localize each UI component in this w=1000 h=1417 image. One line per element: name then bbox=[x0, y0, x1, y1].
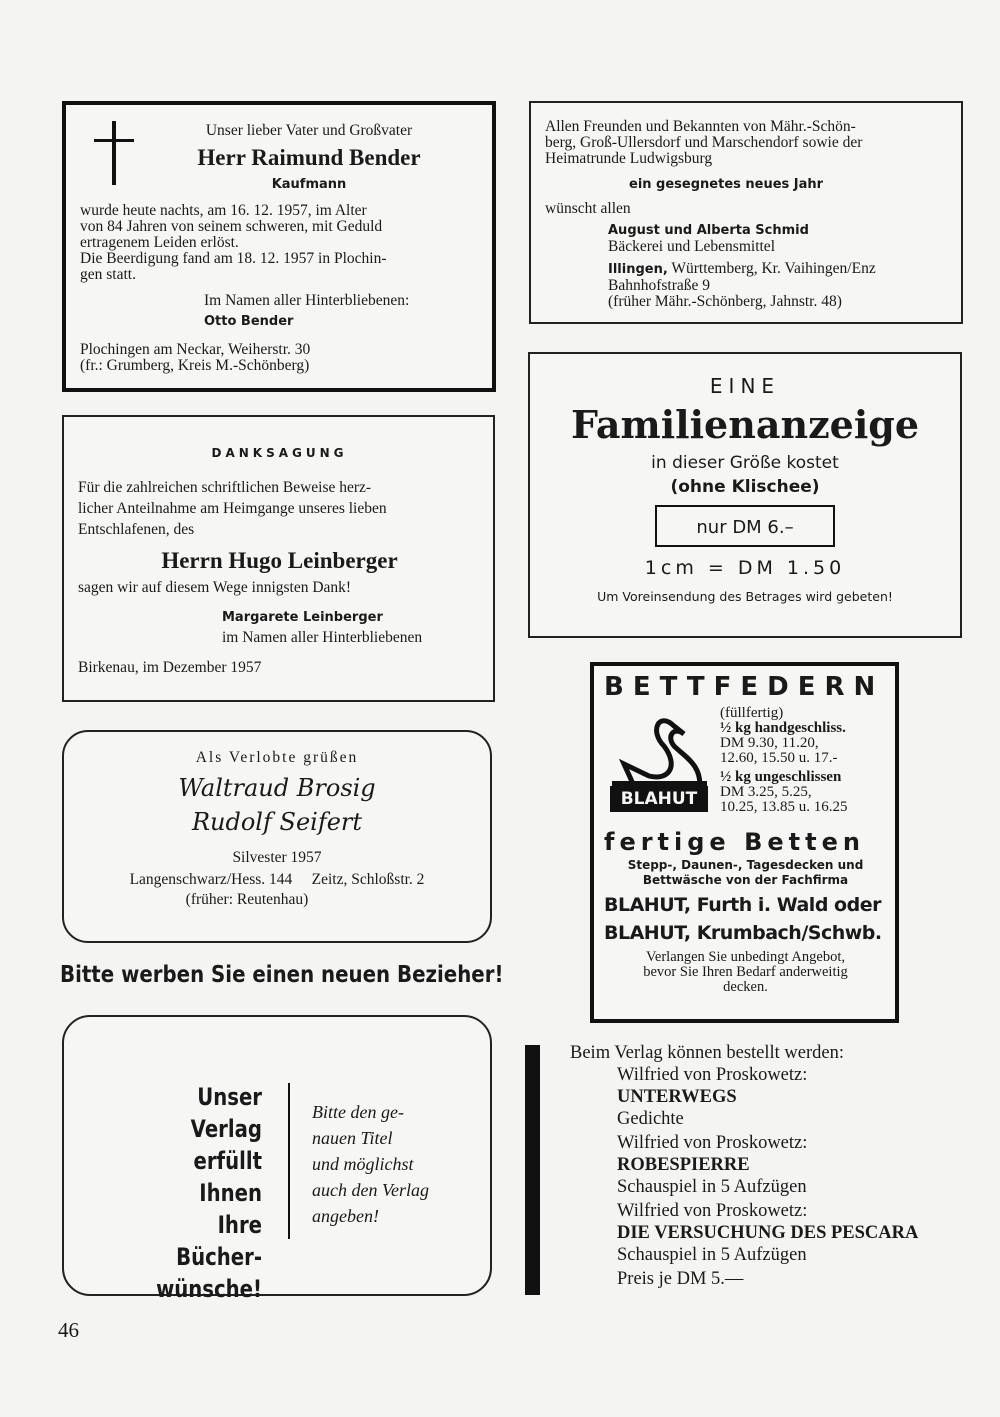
instruction-line: angeben! bbox=[312, 1206, 379, 1226]
slogan-line: erfüllt Ihnen bbox=[193, 1147, 262, 1207]
rate: 1cm = DM 1.50 bbox=[644, 557, 846, 579]
address-line: Plochingen am Neckar, Weiherstr. 30 bbox=[80, 341, 311, 358]
ad-title: Familienanzeige bbox=[570, 402, 920, 447]
body-line: Die Beerdigung fand am 18. 12. 1957 in Plochin- bbox=[80, 250, 387, 267]
closing-line: decken. bbox=[723, 979, 768, 995]
address-left: Langenschwarz/Hess. 144 bbox=[129, 871, 293, 888]
slogan-line: Unser Verlag bbox=[190, 1083, 262, 1143]
book-author: Wilfried von Proskowetz: bbox=[617, 1065, 808, 1085]
behalf-line: im Namen aller Hinterbliebenen bbox=[222, 629, 423, 646]
price-line: 10.25, 13.85 u. 16.25 bbox=[720, 799, 848, 815]
publisher-ad bbox=[62, 1015, 492, 1303]
address-line: Württemberg, Kr. Vaihingen/Enz bbox=[671, 260, 876, 277]
recruit-heading: Bitte werben Sie einen neuen Bezieher! bbox=[60, 962, 504, 988]
intro-line: berg, Groß-Ullersdorf und Marschendorf sowie der bbox=[545, 134, 863, 151]
book-desc: Gedichte bbox=[617, 1109, 684, 1129]
ad-title: BETTFEDERN bbox=[604, 672, 885, 702]
price-line: ½ kg ungeschlissen bbox=[720, 769, 842, 785]
signer: Otto Bender bbox=[204, 314, 294, 329]
deceased-name: Herr Raimund Bender bbox=[197, 145, 421, 170]
place-date: Birkenau, im Dezember 1957 bbox=[78, 659, 262, 676]
instruction-line: Bitte den ge- bbox=[312, 1102, 404, 1122]
price-line: DM 3.25, 5.25, bbox=[720, 784, 812, 800]
divider bbox=[288, 1083, 290, 1239]
address-line: (früher Mähr.-Schönberg, Jahnstr. 48) bbox=[608, 293, 842, 310]
closing-line: Verlangen Sie unbedingt Angebot, bbox=[646, 949, 845, 965]
body-line: Für die zahlreichen schriftlichen Beweise herz- bbox=[78, 479, 372, 496]
price: nur DM 6.– bbox=[696, 517, 794, 538]
fiancee-name: Waltraud Brosig bbox=[178, 774, 376, 802]
sender-names: August und Alberta Schmid bbox=[608, 223, 809, 238]
body-line: licher Anteilnahme am Heimgange unseres lieben bbox=[78, 500, 387, 517]
logo-text: BLAHUT bbox=[610, 786, 708, 812]
products-line: Stepp-, Daunen-, Tagesdecken und bbox=[627, 858, 864, 872]
closing-line: bevor Sie Ihren Bedarf anderweitig bbox=[643, 964, 848, 980]
cliche-line: (ohne Klischee) bbox=[670, 477, 820, 497]
book-desc: Schauspiel in 5 Aufzügen bbox=[617, 1245, 807, 1265]
body-line: Entschlafenen, des bbox=[78, 521, 195, 538]
closing: sagen wir auf diesem Wege innigsten Dank! bbox=[78, 579, 352, 596]
body-line: wurde heute nachts, am 16. 12. 1957, im Alter bbox=[80, 202, 367, 219]
price-box bbox=[655, 505, 835, 547]
body-line: von 84 Jahren von seinem schweren, mit Geduld bbox=[80, 218, 383, 235]
products-line: Bettwäsche von der Fachfirma bbox=[642, 873, 849, 887]
size-line: in dieser Größe kostet bbox=[651, 453, 839, 473]
wish: ein gesegnetes neues Jahr bbox=[629, 177, 824, 192]
engagement-notice bbox=[62, 730, 492, 943]
slogan-line: wünsche! bbox=[156, 1275, 262, 1303]
eine-label: EINE bbox=[709, 374, 781, 398]
wishes-all: wünscht allen bbox=[545, 200, 631, 217]
thanks-title: DANKSAGUNG bbox=[211, 446, 348, 460]
address-line: (fr.: Grumberg, Kreis M.-Schönberg) bbox=[80, 357, 310, 374]
instruction-line: auch den Verlag bbox=[312, 1180, 429, 1200]
book-author: Wilfried von Proskowetz: bbox=[617, 1133, 808, 1153]
obituary-intro: Unser lieber Vater und Großvater bbox=[205, 122, 413, 139]
slogan-line: Bücher- bbox=[176, 1243, 262, 1271]
page-number: 46 bbox=[58, 1318, 79, 1342]
price-line: (füllfertig) bbox=[720, 705, 784, 721]
book-title: ROBESPIERRE bbox=[617, 1155, 750, 1175]
instruction-line: und möglichst bbox=[312, 1154, 414, 1174]
book-list-heading: Beim Verlag können bestellt werden: bbox=[570, 1043, 845, 1063]
firm-line: BLAHUT, Furth i. Wald oder bbox=[604, 894, 881, 916]
book-title: DIE VERSUCHUNG DES PESCARA bbox=[617, 1223, 919, 1243]
cross-icon bbox=[94, 121, 134, 185]
profession: Kaufmann bbox=[271, 177, 347, 192]
intro-line: Heimatrunde Ludwigsburg bbox=[545, 150, 713, 167]
price-line: 12.60, 15.50 u. 17.- bbox=[720, 750, 838, 766]
book-desc: Schauspiel in 5 Aufzügen bbox=[617, 1177, 807, 1197]
price-line: DM 9.30, 11.20, bbox=[720, 735, 819, 751]
former-address: (früher: Reutenhau) bbox=[185, 891, 309, 908]
instruction-line: nauen Titel bbox=[312, 1128, 393, 1148]
deceased-name: Herrn Hugo Leinberger bbox=[161, 548, 398, 573]
thanks-notice bbox=[62, 415, 495, 702]
business: Bäckerei und Lebensmittel bbox=[608, 238, 775, 255]
obituary-notice bbox=[62, 101, 496, 392]
book-price: Preis je DM 5.— bbox=[617, 1269, 744, 1289]
intro-line: Allen Freunden und Bekannten von Mähr.-Schön- bbox=[545, 118, 856, 135]
black-bar bbox=[525, 1045, 540, 1295]
intro: Als Verlobte grüßen bbox=[195, 749, 359, 766]
behalf-line: Im Namen aller Hinterbliebenen: bbox=[204, 292, 410, 309]
town: Illingen, bbox=[608, 262, 668, 277]
prepay-note: Um Voreinsendung des Betrages wird gebeten! bbox=[597, 589, 893, 604]
bettfedern-ad bbox=[590, 662, 899, 1023]
body-line: ertragenem Leiden erlöst. bbox=[80, 234, 239, 251]
new-year-greeting bbox=[529, 101, 963, 324]
slogan-line: Ihre bbox=[217, 1211, 262, 1239]
address-right: Zeitz, Schloßstr. 2 bbox=[311, 871, 425, 888]
subtitle: fertige Betten bbox=[604, 828, 865, 856]
price-line: ½ kg handgeschliss. bbox=[720, 720, 846, 736]
book-list bbox=[570, 1042, 918, 1290]
swan-logo bbox=[604, 706, 716, 826]
book-title: UNTERWEGS bbox=[617, 1087, 737, 1107]
firm-line: BLAHUT, Krumbach/Schwb. bbox=[604, 922, 882, 944]
family-ad-price-notice bbox=[528, 352, 962, 638]
obituary-body bbox=[80, 203, 478, 283]
fiance-name: Rudolf Seifert bbox=[191, 808, 363, 836]
date: Silvester 1957 bbox=[232, 849, 322, 866]
book-author: Wilfried von Proskowetz: bbox=[617, 1201, 808, 1221]
signer: Margarete Leinberger bbox=[222, 610, 383, 625]
address-line: Bahnhofstraße 9 bbox=[608, 277, 711, 294]
body-line: gen statt. bbox=[80, 266, 136, 283]
